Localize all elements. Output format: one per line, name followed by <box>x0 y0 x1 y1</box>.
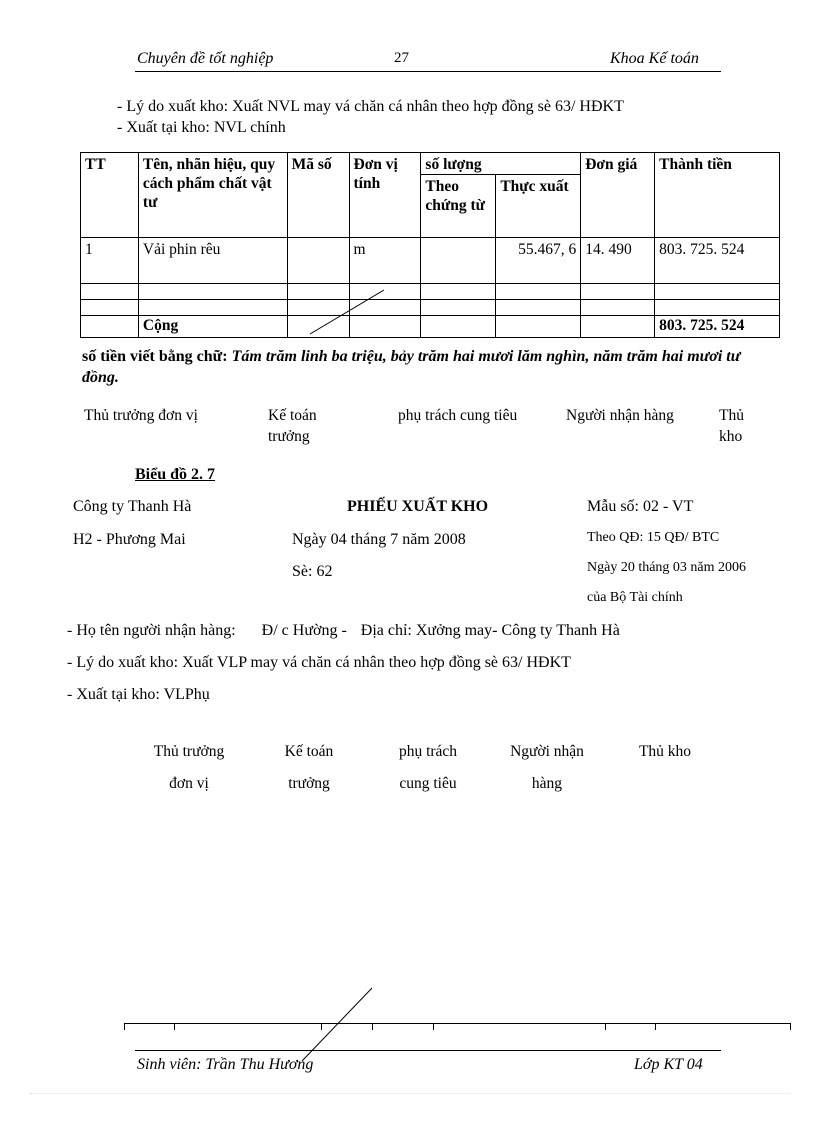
sig-head: Thủ trưởng đơn vị <box>84 407 198 424</box>
cell-qty-doc <box>421 238 496 284</box>
decision: Theo QĐ: 15 QĐ/ BTC <box>587 530 720 545</box>
col-qty: số lượng <box>421 153 581 175</box>
sig-receiver: Người nhận hàng <box>566 407 674 424</box>
slip-number: Sè: 62 <box>292 563 333 580</box>
col-amount: Thành tiền <box>655 153 780 238</box>
receiver-name: Đ/ c Hường - <box>261 622 347 639</box>
ruler-tick <box>655 1023 656 1030</box>
chart-label: Biểu đồ 2. 7 <box>135 466 216 483</box>
sig-supply: phụ trách cung tiêu <box>398 407 518 424</box>
amount-in-words <box>82 346 772 388</box>
col-name: Tên, nhãn hiệu, quy cách phẩm chất vật tư <box>138 153 287 238</box>
total-label: Cộng <box>138 316 287 338</box>
footer-class: Lớp KT 04 <box>634 1056 703 1073</box>
ruler-tick <box>174 1023 175 1030</box>
total-amount: 803. 725. 524 <box>655 316 780 338</box>
cell-unit: m <box>349 238 421 284</box>
amount-words-label: số tiền viết bằng chữ: <box>82 348 228 365</box>
slip-title: PHIẾU XUẤT KHO <box>347 498 489 515</box>
receiver-address: Địa chỉ: Xưởng may- Công ty Thanh Hà <box>360 622 620 639</box>
sig-keeper: Thủ kho <box>719 407 744 445</box>
table-row-empty <box>81 300 780 316</box>
form-number: Mẫu số: 02 - VT <box>587 498 694 515</box>
cell-tt: 1 <box>81 238 139 284</box>
reason-line-1: - Lý do xuất kho: Xuất NVL may vá chăn cá nhân theo hợp đồng sè 63/ HĐKT <box>117 98 624 115</box>
slip-date: Ngày 04 tháng 7 năm 2008 <box>292 531 466 548</box>
footer-student: Sinh viên: Trần Thu Hương <box>137 1056 314 1073</box>
receiver-label: - Họ tên người nhận hàng: <box>67 622 236 639</box>
reason-line-2: - Lý do xuất kho: Xuất VLP may vá chăn cá nhân theo hợp đồng sè 63/ HĐKT <box>67 654 571 671</box>
sig2-keeper: Thủ kho <box>638 743 692 760</box>
col-tt: TT <box>81 153 139 238</box>
decision-date: Ngày 20 tháng 03 năm 2006 <box>587 560 747 575</box>
col-qty-doc: Theo chứng từ <box>421 175 496 238</box>
col-price: Đơn giá <box>581 153 655 238</box>
sig-accountant: Kế toán trưởng <box>268 407 317 445</box>
warehouse-line-1: - Xuất tại kho: NVL chính <box>117 119 286 136</box>
header-rule <box>135 71 721 72</box>
col-qty-actual: Thực xuất <box>496 175 581 238</box>
material-table <box>80 152 780 338</box>
sig2-head: Thủ trưởng đơn vị <box>153 743 225 792</box>
cell-amount: 803. 725. 524 <box>655 238 780 284</box>
header-title: Chuyên đề tốt nghiệp <box>137 50 274 67</box>
company-address: H2 - Phương Mai <box>73 531 186 548</box>
ruler-line <box>124 1023 791 1024</box>
ministry: của Bộ Tài chính <box>587 590 683 605</box>
page-number: 27 <box>394 50 409 66</box>
cell-name: Vải phin rêu <box>138 238 287 284</box>
cell-qty-actual: 55.467, 6 <box>496 238 581 284</box>
footer-rule <box>135 1050 721 1051</box>
table-row-empty <box>81 284 780 300</box>
table-total-row <box>81 316 780 338</box>
company-name: Công ty Thanh Hà <box>73 498 192 515</box>
sig2-receiver: Người nhận hàng <box>510 743 584 792</box>
ruler-tick <box>605 1023 606 1030</box>
col-code: Mã số <box>287 153 349 238</box>
ruler-tick <box>790 1023 791 1030</box>
sig2-accountant: Kế toán trưởng <box>284 743 334 792</box>
col-unit: Đơn vị tính <box>349 153 421 238</box>
amount-words-value: Tám trăm linh ba triệu, bảy trăm hai mươi lăm nghìn, năm trăm hai mươi tư đồng. <box>82 348 741 386</box>
table-header-row <box>81 153 780 175</box>
cell-code <box>287 238 349 284</box>
header-department: Khoa Kế toán <box>610 50 699 67</box>
page-edge <box>30 1093 790 1094</box>
receiver-line <box>67 622 620 640</box>
table-strike-line <box>300 285 400 340</box>
cell-price: 14. 490 <box>581 238 655 284</box>
table-row <box>81 238 780 284</box>
footer-strike-line <box>290 985 380 1065</box>
ruler-tick <box>124 1023 125 1030</box>
ruler-tick <box>433 1023 434 1030</box>
sig2-supply: phụ trách cung tiêu <box>398 743 458 792</box>
warehouse-line-2: - Xuất tại kho: VLPhụ <box>67 686 210 703</box>
